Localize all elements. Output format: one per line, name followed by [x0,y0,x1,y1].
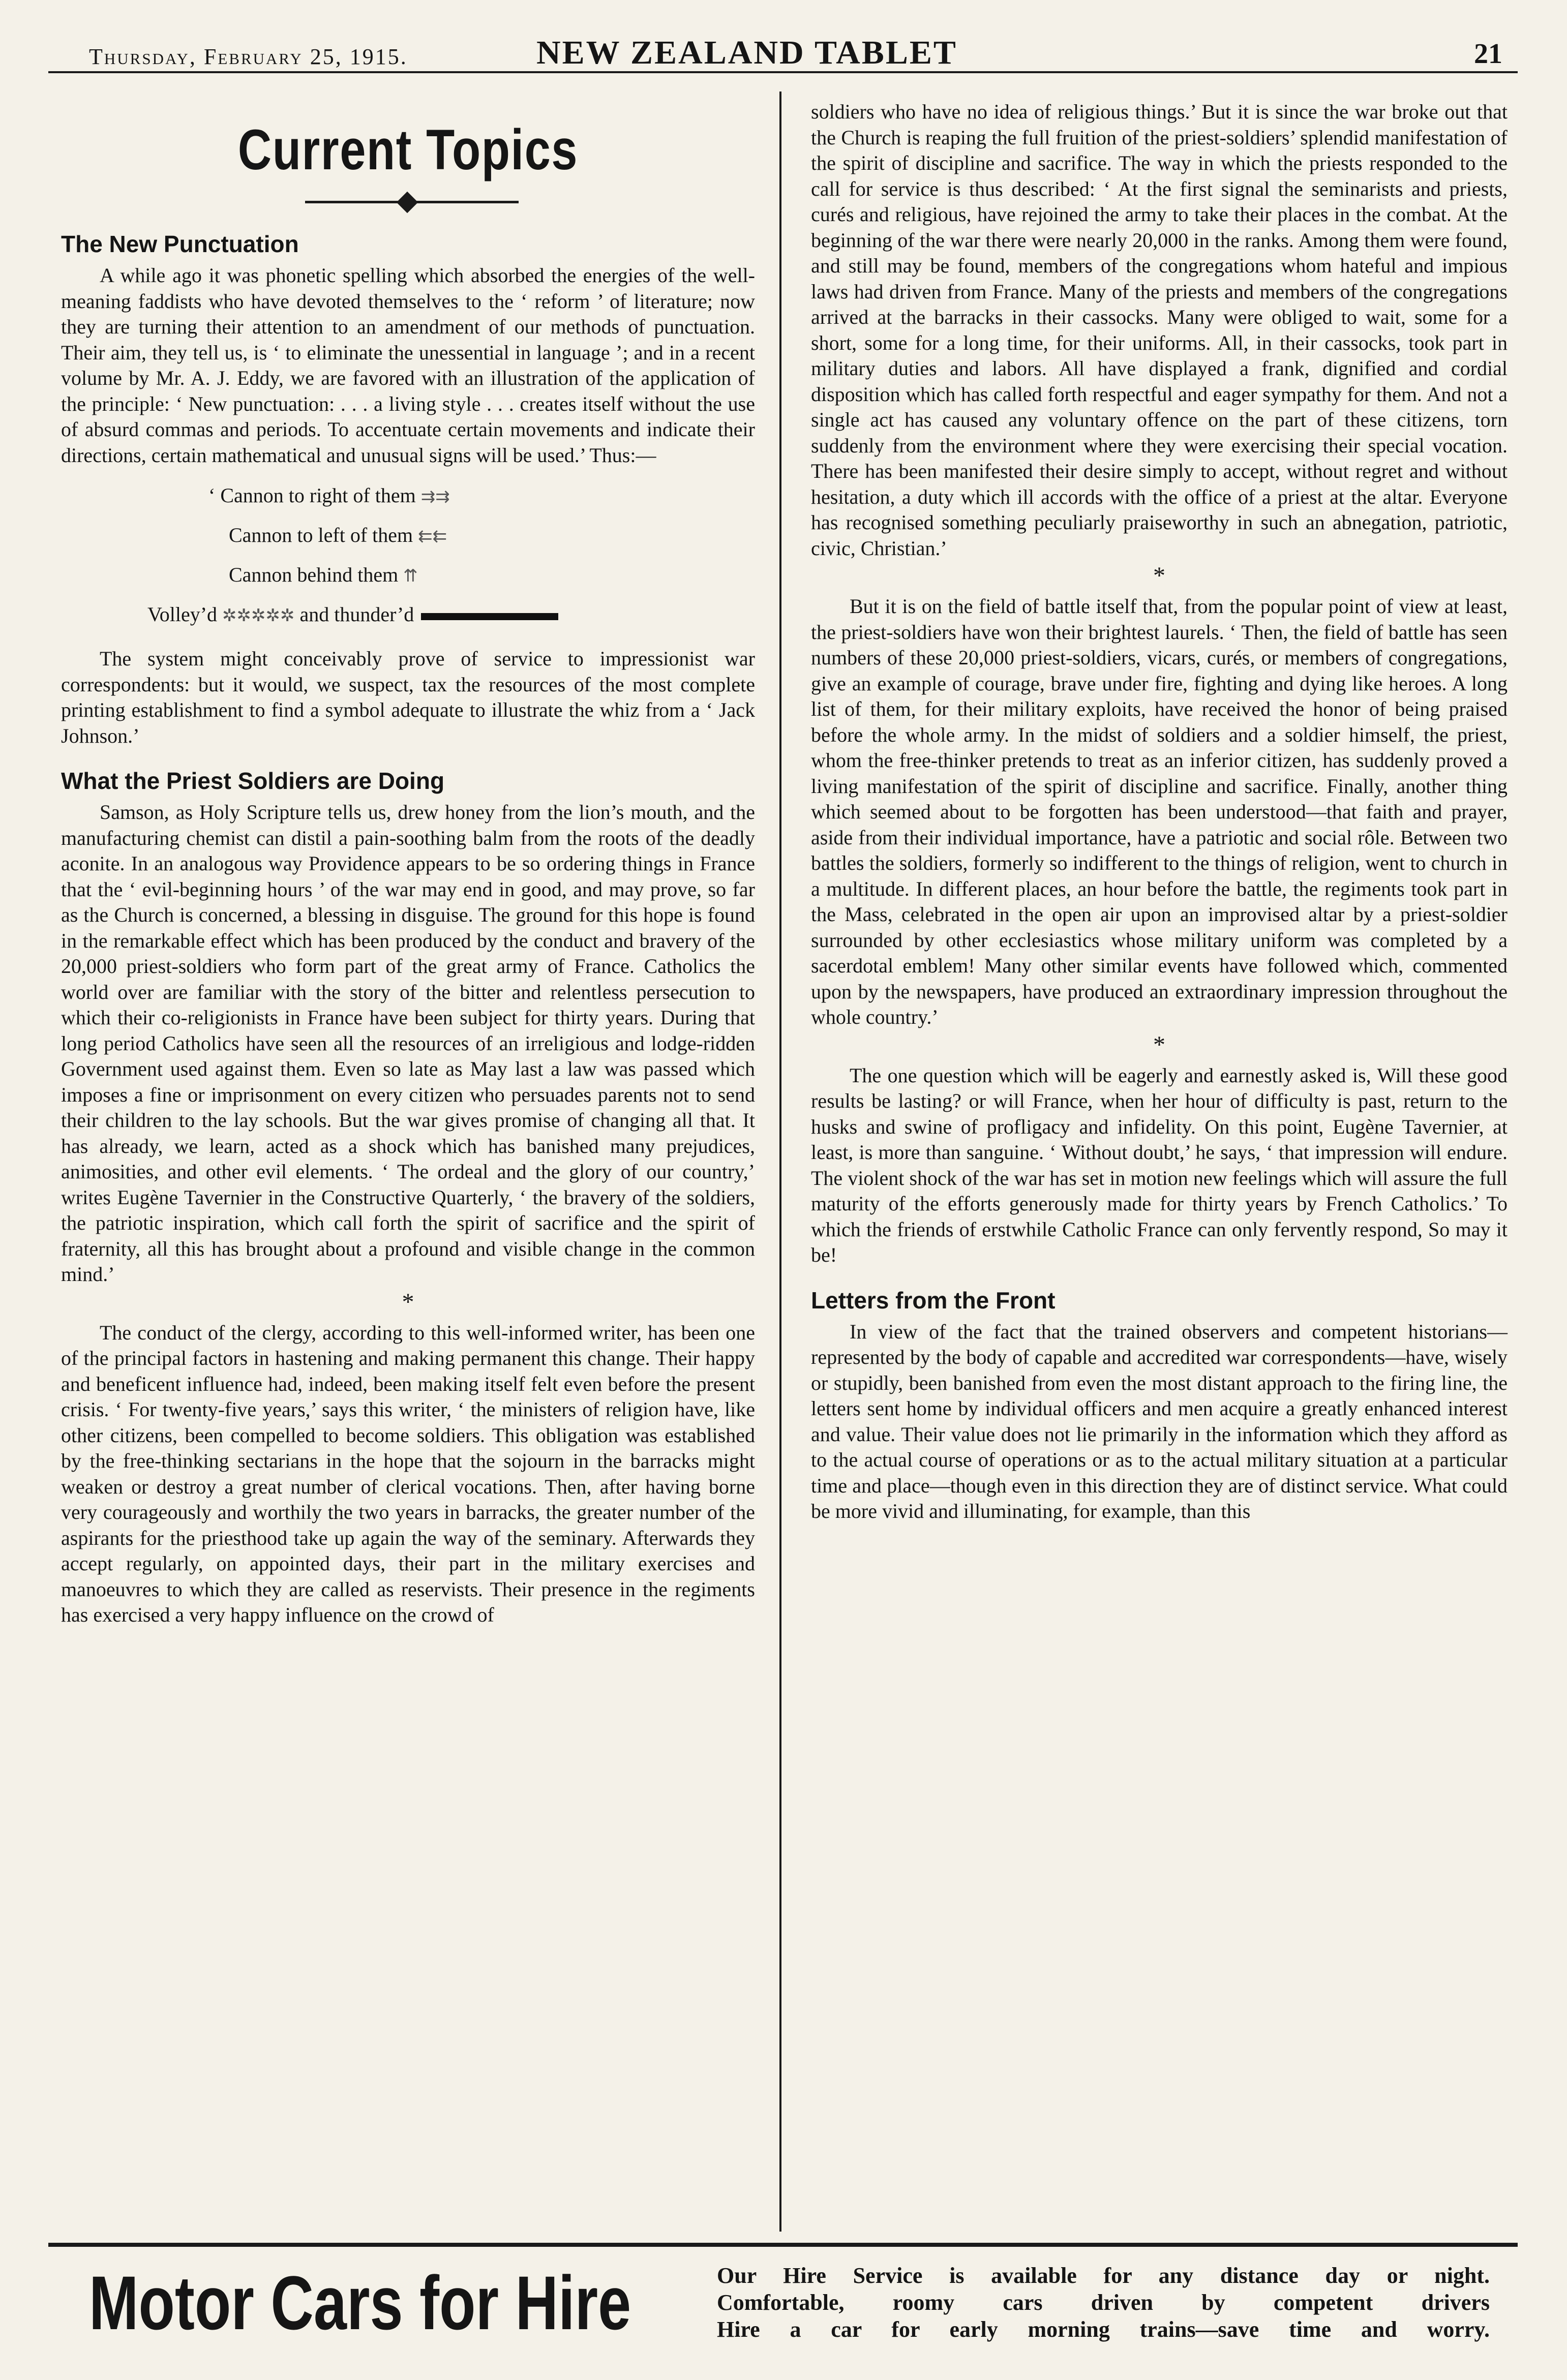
issue-date: Thursday, February 25, 1915. [89,44,408,69]
priests-paragraph-3: soldiers who have no idea of religious things.’ But it is since the war broke out that the Church is reaping the full fruition of the priest-soldiers’ splendid manifestation of the spirit of discipline and sacrifice. The way in which the priests responded to the call for service is thus described: ‘ At the first signal the seminarists and priests, curés and religious, have rejoined the army to take their places in the combat. At the beginning of the war there were nearly 20,000 in the ranks. Among them were found, and still may be found, members of the congregations whom hateful and impious laws had driven from France. Many of the priests and members of the congregations arrived at the barracks in their cassocks. Many were obliged to wait, some for a short, some for a long time, for their uniforms. All, in their cassocks, took part in military duties and labors. All have displayed a frank, dignified and cordial disposition which has called forth respectful and eager sympathy for them. And not a single act has caused any voluntary offence on the part of these citizens, torn suddenly from the environment where they were exercising their special vocation. There has been manifested their desire simply to accept, without regret and without hesitation, a duty which ill accords with the office of a priest at the altar. Everyone has recognised something peculiarly praiseworthy in such an abnegation, patriotic, civic, Christian.’ [811,100,1508,560]
verse-line-2: Cannon to left of them ⇇⇇ [229,524,447,546]
priests-paragraph-4: But it is on the field of battle itself that, from the popular point of view at least, the priest-soldiers have won their brightest laurels. ‘ Then, the field of battle has seen numbers of these 20,000 priest-soldiers, vicars, curés, or members of congregations, give an example of courage, brave under fire, fighting and dying like heroes. A long list of them, for their military exploits, have received the honor of being praised before the whole army. In the midst of soldiers and a soldier himself, the priest, whom the free-thinker pretends to treat as an inferior citizen, has suddenly proved a living manifestation of the spirit of discipline and sacrifice. Finally, another thing which seemed about to be forgotten has been understood—that faith and prayer, aside from their individual importance, have a patriotic and social rôle. Between two battles the soldiers, formerly so indifferent to the things of religion, went to church in a multitude. In different places, an hour before the battle, the regiments took part in the Mass, celebrated in the open air upon an improvised altar by a priest-soldier surrounded by other ecclesiastics whose military uniform was completed by a sacerdotal emblem! Many other similar events have followed which, commented upon by the newspapers, have produced an extraordinary impression throughout the whole country.’ [811,595,1508,1028]
heading-letters-front: Letters from the Front [811,1287,1056,1314]
left-column [61,102,755,1628]
publication-title: NEW ZEALAND TABLET [536,34,957,71]
separator-star: * [402,1288,414,1316]
verse-line-1: ‘ Cannon to right of them ⇉⇉ [208,484,450,507]
punctuation-paragraph-1: A while ago it was phonetic spelling which absorbed the energies of the well-meaning faddists who have devoted themselves to the ‘ reform ’ of literature; now they are turning their attention to an amendment of our methods of punctuation. Their aim, they tell us, is ‘ to eliminate the unessential in language ’; and in a recent volume by Mr. A. J. Eddy, we are favored with an illustration of the application of the principle: ‘ New punctuation: . . . a living style . . . creates itself without the use of absurd commas and periods. To accentuate certain movements and indicate their directions, certain mathematical and unusual signs will be used.’ Thus:— [61,264,755,467]
section-title: Current Topics [237,118,579,181]
right-arrows-symbol: ⇉⇉ [420,486,450,507]
verse-block [61,476,755,635]
title-ornament [61,192,755,212]
verse-line-4: Volley’d ✲✲✲✲✲ and thunder’d [61,595,755,635]
verse-line-3: Cannon behind them ⇈ [229,563,418,586]
separator-star: * [1153,562,1165,589]
advert-line-3: Hire a car for early morning trains—save time and worry. [717,2317,1490,2342]
right-column [811,99,1508,1524]
behind-arrows-symbol: ⇈ [403,566,418,586]
heading-new-punctuation: The New Punctuation [61,231,299,257]
heading-priest-soldiers: What the Priest Soldiers are Doing [61,768,445,794]
priests-paragraph-5: The one question which will be eagerly and earnestly asked is, Will these good results be lasting? or will France, when her hour of difficulty is past, return to the husks and swine of profligacy and infidelity. On this point, Eugène Tavernier, at least, is more than sanguine. ‘ Without doubt,’ he says, ‘ that impression will endure. The violent shock of the war has set in motion new feelings which will assure the full maturity of the efforts generously made for thirty years by French Catholics.’ To which the friends of erstwhile Catholic France can only fervently respond, So may it be! [811,1063,1508,1266]
column-divider [779,91,781,2232]
letters-paragraph-1: In view of the fact that the trained observers and competent historians—represented by the body of capable and accredited war correspondents—have, wisely or stupidly, been banished from even the most distant approach to the firing line, the letters sent home by individual officers and men acquire a greatly enhanced interest and value. Their value does not lie primarily in the information which they afford as to the actual course of operations or as to the actual military situation at a particular time and place—though even in this direction they are of distinct service. What could be more vivid and illuminating, for example, than this [811,1320,1508,1522]
priests-paragraph-1: Samson, as Holy Scripture tells us, drew honey from the lion’s mouth, and the manufacturing chemist can distil a pain-soothing balm from the roots of the deadly aconite. In an analogous way Providence appears to be so ordering things in France that the ‘ evil-beginning hours ’ of the war may end in good, and may prove, so far as the Church is concerned, a blessing in disguise. The ground for this hope is found in the remarkable effect which has been produced by the conduct and bravery of the 20,000 priest-soldiers who form part of the great army of France. Catholics the world over are familiar with the story of the bitter and relentless persecution to which their co-religionists in France have been subject for thirty years. During that long period Catholics have seen all the resources of an irreligious and lodge-ridden Government used against them. Even so late as May last a law was passed which imposes a fine or imprisonment on every citizen who persuades parents not to send their children to the lay schools. But the war gives promise of changing all that. It has already, we learn, acted as a shock which has banished many prejudices, animosities, and other evil elements. ‘ The ordeal and the glory of our country,’ writes Eugène Tavernier in the Constructive Quarterly, ‘ the bravery of the soldiers, the patriotic inspiration, which call forth the spirit of sacrifice and the spirit of fraternity, all this has brought about a profound and visible change in the common mind.’ [61,801,755,1286]
advert-title: Motor Cars for Hire [89,2260,631,2345]
page-number: 21 [1474,38,1502,70]
volley-stars-symbol: ✲✲✲✲✲ [222,605,295,626]
priests-paragraph-2: The conduct of the clergy, according to this well-informed writer, has been one of the principal factors in hastening and making permanent this change. Their happy and beneficent influence had, indeed, been making itself felt even before the present crisis. ‘ For twenty-five years,’ says this writer, ‘ the ministers of religion have, like other citizens, been compelled to become soldiers. This obligation was established by the free-thinking sectarians in the hope that the sojourn in the barracks might weaken or destroy a great number of clerical vocations. Then, after having borne very courageously and worthily the two years in barracks, the greater number of the aspirants for the priesthood take up again the way of the seminary. Afterwards they accept regularly, on appointed days, their part in the military exercises and manoeuvres to which they are called as reservists. Their presence in the regiments has exercised a very happy influence on the crowd of [61,1321,755,1626]
advert-line-2: Comfortable, roomy cars driven by competent drivers [717,2290,1490,2315]
advert-text [717,2262,1490,2343]
advert-line-1: Our Hire Service is available for any distance day or night. [717,2263,1490,2288]
advert-rule [48,2243,1518,2247]
separator-star: * [1153,1031,1165,1058]
masthead [48,32,1523,72]
left-arrows-symbol: ⇇⇇ [418,526,447,546]
punctuation-paragraph-2: The system might conceivably prove of service to impressionist war correspondents: but it would, we suspect, tax the resources of the most complete printing establishment to find a symbol adequate to illustrate the whiz from a ‘ Jack Johnson.’ [61,647,755,747]
masthead-rule [48,71,1518,73]
thunder-bar-symbol [421,613,558,620]
